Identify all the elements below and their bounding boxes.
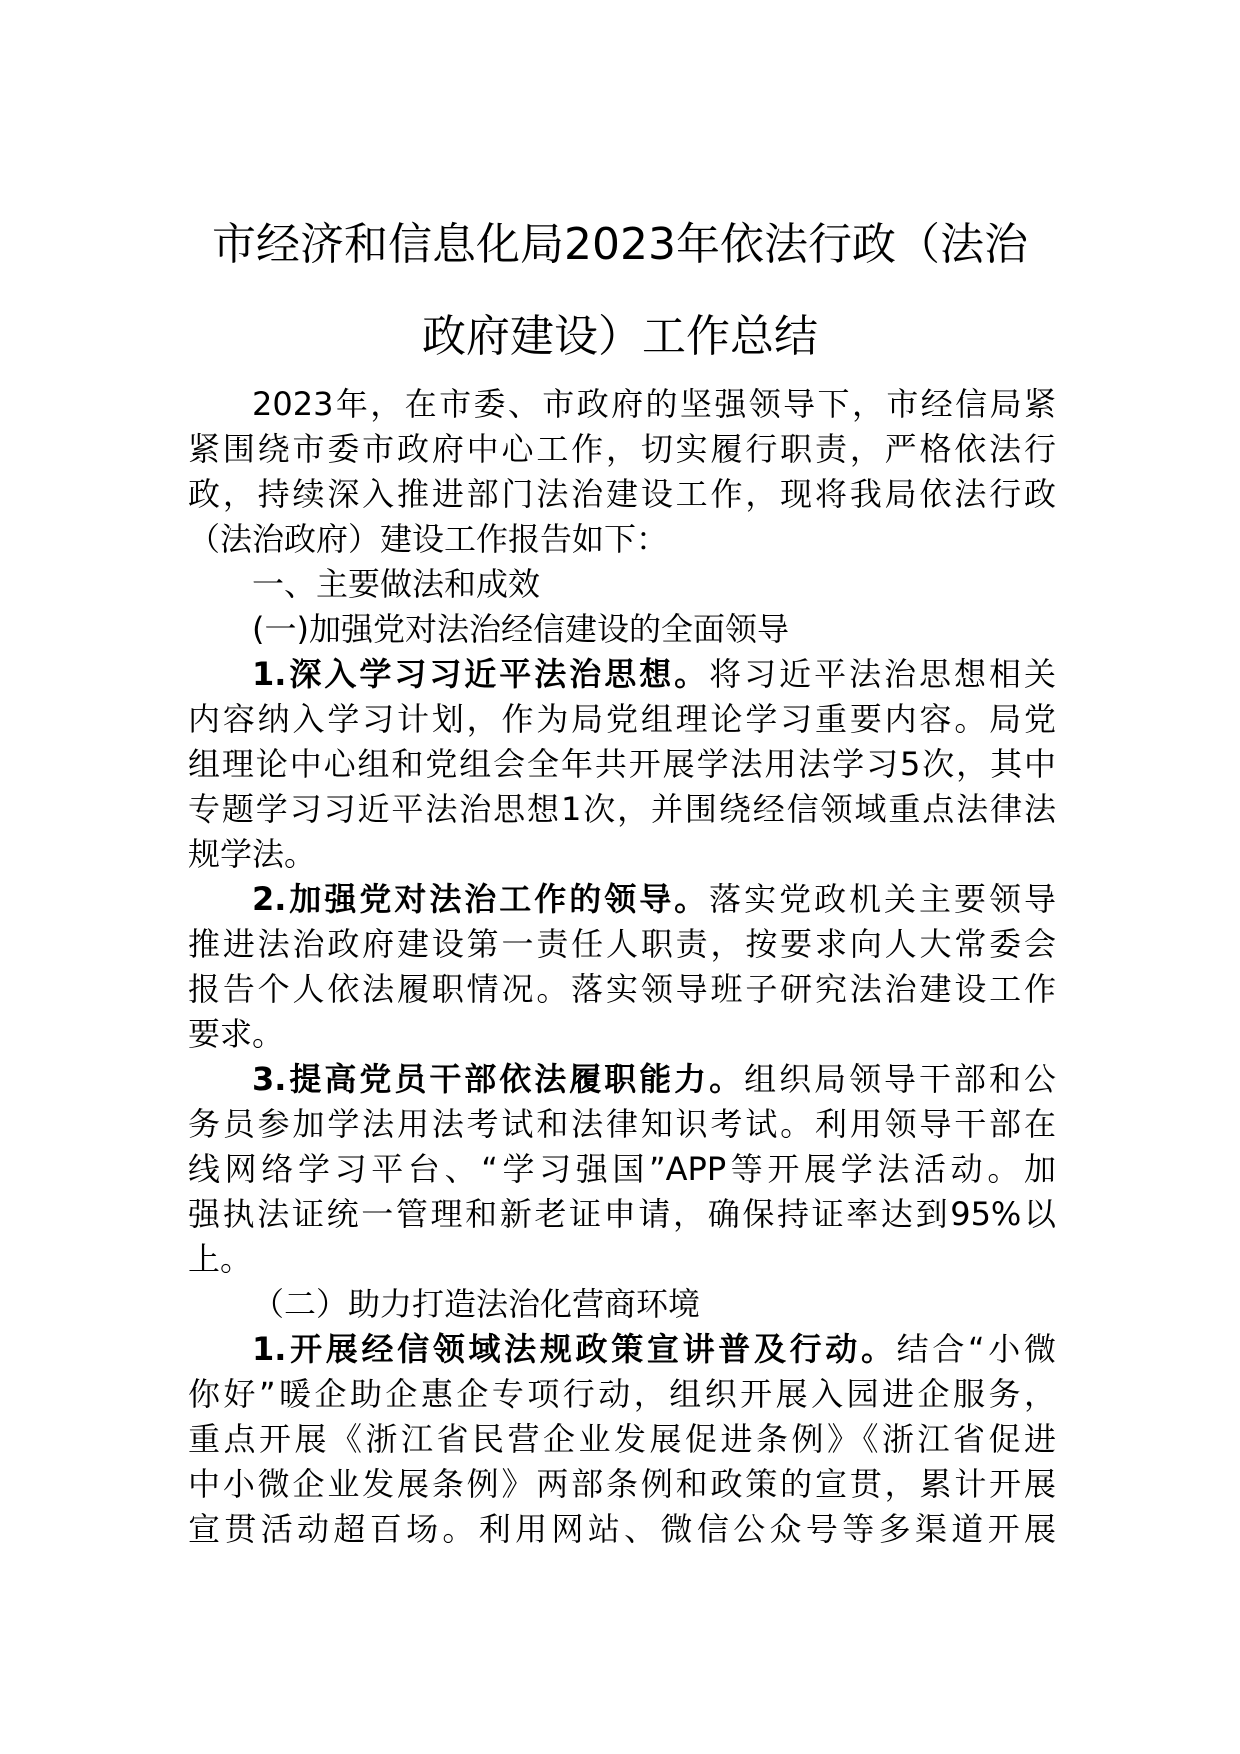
item-first-line bbox=[188, 1057, 1056, 1102]
intro-line: 2023年，在市委、市政府的坚强领导下，市经信局紧 bbox=[252, 385, 1056, 423]
item-line: 强执法证统一管理和新老证申请，确保持证率达到95%以 bbox=[188, 1195, 1056, 1233]
item-line: 宣贯活动超百场。利用网站、微信公众号等多渠道开展 bbox=[188, 1510, 1056, 1548]
item-line: 重点开展《浙江省民营企业发展促进条例》《浙江省促进 bbox=[188, 1420, 1056, 1458]
item-line: 中小微企业发展条例》两部条例和政策的宣贯，累计开展 bbox=[188, 1465, 1056, 1503]
section-heading: 一、主要做法和成效 bbox=[252, 565, 541, 603]
document-title-line-1: 市经济和信息化局2023年依法行政（法治 bbox=[212, 219, 1028, 270]
intro-line: （法治政府）建设工作报告如下： bbox=[188, 520, 669, 558]
item-line: 组理论中心组和党组会全年共开展学法用法学习5次，其中 bbox=[188, 745, 1056, 783]
item-line: 要求。 bbox=[188, 1015, 285, 1053]
item-text: 组织局领导干部和公 bbox=[744, 1060, 1056, 1098]
item-line: 你好”暖企助企惠企专项行动，组织开展入园进企服务， bbox=[188, 1375, 1056, 1413]
item-line: 规学法。 bbox=[188, 835, 317, 873]
item-first-line bbox=[188, 1327, 1056, 1372]
subsection-heading: (一)加强党对法治经信建设的全面领导 bbox=[252, 610, 789, 648]
item-line: 报告个人依法履职情况。落实领导班子研究法治建设工作 bbox=[188, 970, 1056, 1008]
document-body bbox=[188, 382, 1056, 1552]
item-bold-lead: 2.加强党对法治工作的领导。 bbox=[252, 880, 710, 918]
item-line: 专题学习习近平法治思想1次，并围绕经信领域重点法律法 bbox=[188, 790, 1056, 828]
item-line: 推进法治政府建设第一责任人职责，按要求向人大常委会 bbox=[188, 925, 1056, 963]
item-bold-lead: 1.开展经信领域法规政策宣讲普及行动。 bbox=[252, 1330, 897, 1368]
item-line: 上。 bbox=[188, 1240, 253, 1278]
item-first-line bbox=[188, 652, 1056, 697]
intro-line: 政，持续深入推进部门法治建设工作，现将我局依法行政 bbox=[188, 475, 1056, 513]
subsection-heading: （二）助力打造法治化营商环境 bbox=[252, 1285, 701, 1323]
item-text: 将习近平法治思想相关 bbox=[709, 655, 1056, 693]
item-text: 结合“小微 bbox=[896, 1330, 1056, 1368]
document-title-line-2: 政府建设）工作总结 bbox=[422, 311, 818, 362]
item-line: 务员参加学法用法考试和法律知识考试。利用领导干部在 bbox=[188, 1105, 1056, 1143]
item-bold-lead: 3.提高党员干部依法履职能力。 bbox=[252, 1060, 745, 1098]
item-bold-lead: 1.深入学习习近平法治思想。 bbox=[252, 655, 710, 693]
item-line: 内容纳入学习计划，作为局党组理论学习重要内容。局党 bbox=[188, 700, 1056, 738]
item-text: 落实党政机关主要领导 bbox=[709, 880, 1056, 918]
item-first-line bbox=[188, 877, 1056, 922]
intro-line: 紧围绕市委市政府中心工作，切实履行职责，严格依法行 bbox=[188, 430, 1056, 468]
item-line: 线网络学习平台、“学习强国”APP等开展学法活动。加 bbox=[188, 1150, 1056, 1188]
